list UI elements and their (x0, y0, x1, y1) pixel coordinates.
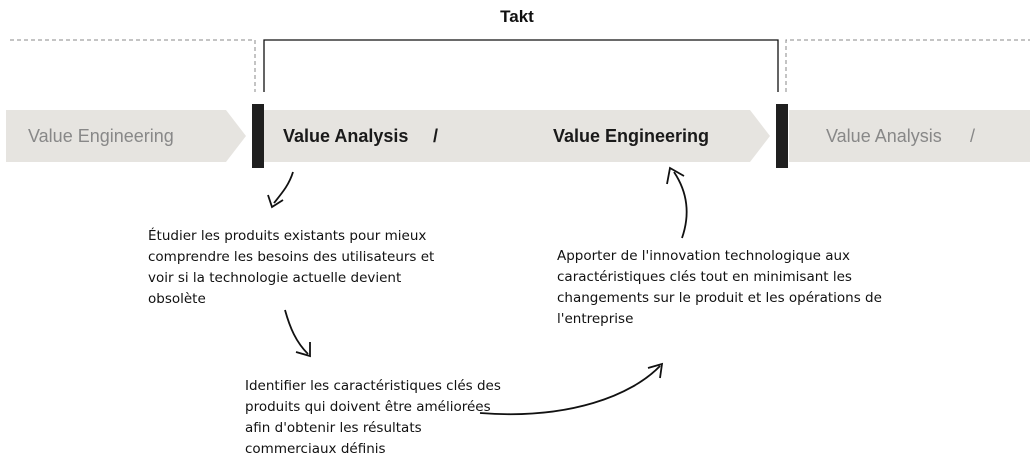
arrow-to-study (274, 172, 293, 203)
takt-end-marker (776, 104, 788, 168)
right-stage-label: Value Analysis (826, 126, 942, 146)
innovate-note: Apporter de l'innovation technologique aux caractéristiques clés tout en minimisant les changements sur le produit et les opérations de l'entreprise (557, 248, 882, 327)
study-note: Étudier les produits existants pour mieux comprendre les besoins des utilisateurs et voir si la technologie actuelle devient obsolète (148, 228, 435, 307)
arrow-to-identify (285, 310, 308, 354)
takt-label: Takt (500, 7, 534, 26)
center-stage-value-analysis: Value Analysis (283, 126, 409, 146)
dashed-bracket-left (10, 40, 255, 92)
left-stage-label: Value Engineering (28, 126, 174, 146)
arrow-to-value-engineering (674, 172, 687, 238)
center-stage-value-engineering: Value Engineering (553, 126, 710, 146)
right-stage-separator: / (970, 126, 976, 146)
takt-bracket (264, 40, 778, 92)
dashed-bracket-right (786, 40, 1030, 92)
takt-start-marker (252, 104, 264, 168)
identify-note: Identifier les caractéristiques clés des produits qui doivent être améliorées afin d'obtenir les résultats commerciaux définis (245, 378, 501, 457)
center-stage-separator: / (433, 126, 439, 146)
